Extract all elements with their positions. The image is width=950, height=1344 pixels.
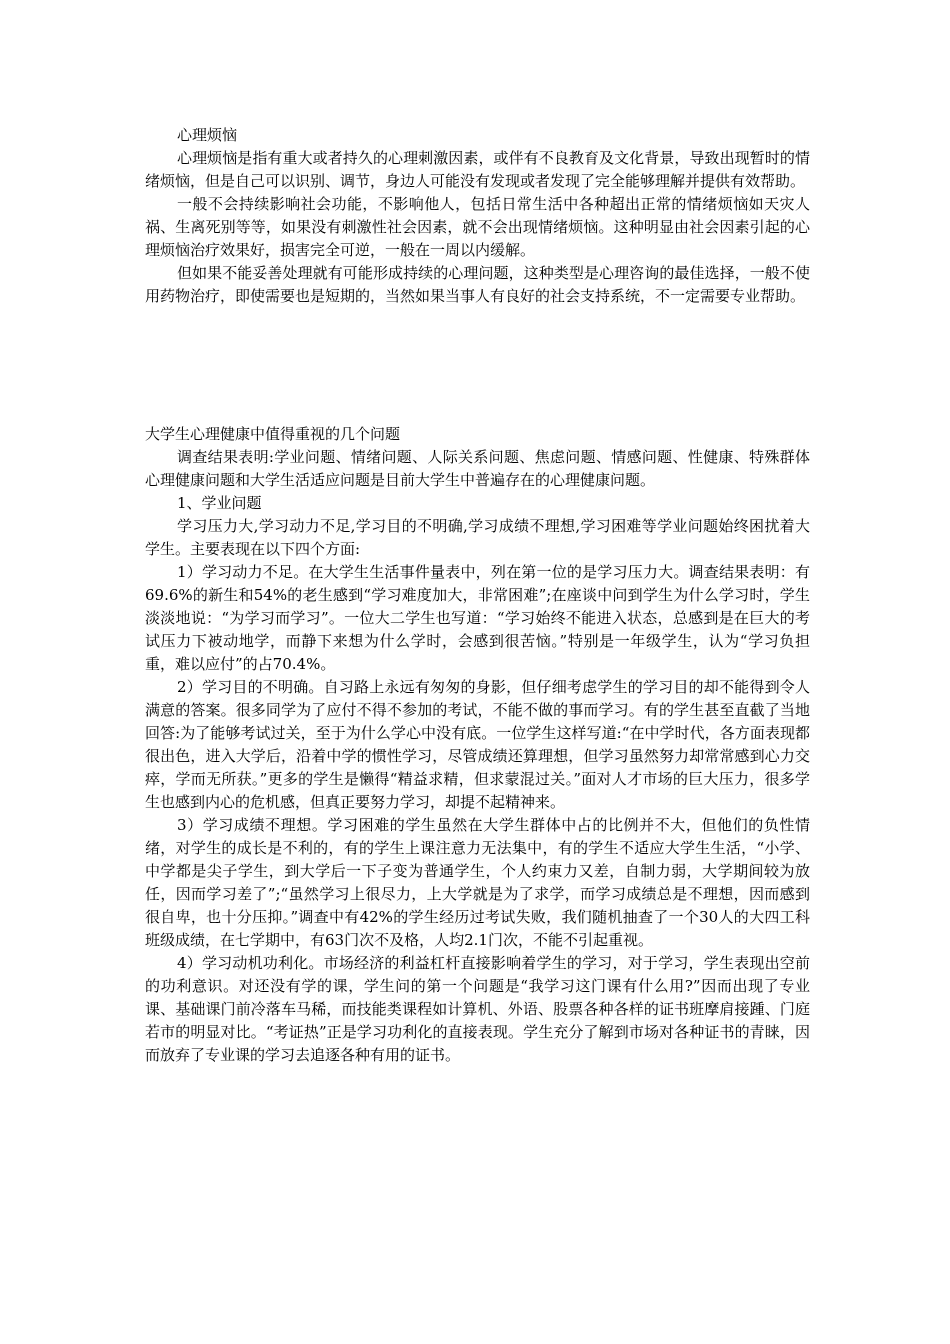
paragraph: 但如果不能妥善处理就有可能形成持续的心理问题，这种类型是心理咨询的最佳选择，一般不使用药物治疗，即使需要也是短期的，当然如果当事人有良好的社会支持系统，不一定需要专业帮助。	[145, 264, 810, 305]
paragraph: 心理烦恼是指有重大或者持久的心理刺激因素，或伴有不良教育及文化背景，导致出现暂时的情绪烦恼，但是自己可以识别、调节，身边人可能没有发现或者发现了完全能够理解并提供有效帮助。	[145, 149, 810, 190]
intro-paragraph: 调查结果表明:学业问题、情绪问题、人际关系问题、焦虑问题、情感问题、性健康、特殊群体心理健康问题和大学生活适应问题是目前大学生中普遍存在的心理健康问题。	[145, 448, 810, 489]
paragraph: 学习压力大,学习动力不足,学习目的不明确,学习成绩不理想,学习困难等学业问题始终困扰着大学生。主要表现在以下四个方面:	[145, 517, 810, 558]
paragraph: 一般不会持续影响社会功能，不影响他人，包括日常生活中各种超出正常的情绪烦恼如天灾人祸、生离死别等等，如果没有刺激性社会因素，就不会出现情绪烦恼。这种明显由社会因素引起的心理烦恼治疗效果好，损害完全可逆，一般在一周以内缓解。	[145, 195, 810, 259]
paragraph: 2）学习目的不明确。自习路上永远有匆匆的身影，但仔细考虑学生的学习目的却不能得到令人满意的答案。很多同学为了应付不得不参加的考试，不能不做的事而学习。有的学生甚至直截了当地回答:为了能够考试过关，至于为什么学心中没有底。一位学生这样写道:“在中学时代，各方面表现都很出色，进入大学后，沿着中学的惯性学习，尽管成绩还算理想，但学习虽然努力却常常感到心力交瘁，学而无所获。”更多的学生是懒得“精益求精，但求蒙混过关。”面对人才市场的巨大压力，很多学生也感到内心的危机感，但真正要努力学习，却提不起精神来。	[145, 678, 810, 811]
section-psychological-distress	[145, 124, 810, 308]
section-college-mental-health	[145, 423, 810, 1067]
section-title: 大学生心理健康中值得重视的几个问题	[145, 425, 401, 443]
section-title: 心理烦恼	[177, 126, 238, 144]
paragraph: 1）学习动力不足。在大学生生活事件量表中，列在第一位的是学习压力大。调查结果表明：有69.6%的新生和54%的老生感到“学习难度加大，非常困难”;在座谈中问到学生为什么学习时，学生淡淡地说：“为学习而学习”。一位大二学生也写道：“学习始终不能进入状态，总感到是在巨大的考试压力下被动地学，而静下来想为什么学时，会感到很苦恼。”特别是一年级学生，认为“学习负担重，难以应付”的占70.4%。	[145, 563, 810, 673]
paragraph: 4）学习动机功利化。市场经济的利益杠杆直接影响着学生的学习，对于学习，学生表现出空前的功利意识。对还没有学的课，学生问的第一个问题是“我学习这门课有什么用?”因而出现了专业课、基础课门前冷落车马稀，而技能类课程如计算机、外语、股票各种各样的证书班摩肩接踵、门庭若市的明显对比。“考证热”正是学习功利化的直接表现。学生充分了解到市场对各种证书的青睐，因而放弃了专业课的学习去追逐各种有用的证书。	[145, 954, 810, 1064]
document-page	[145, 124, 810, 1067]
paragraph: 3）学习成绩不理想。学习困难的学生虽然在大学生群体中占的比例并不大，但他们的负性情绪，对学生的成长是不利的，有的学生上课注意力无法集中，有的学生不适应大学生生活，“小学、中学都是尖子学生，到大学后一下子变为普通学生，个人约束力又差，自制力弱，大学期间较为放任，因而学习差了”;“虽然学习上很尽力，上大学就是为了求学，而学习成绩总是不理想，因而感到很自卑，也十分压抑。”调查中有42%的学生经历过考试失败，我们随机抽查了一个30人的大四工科班级成绩，在七学期中，有63门次不及格，人均2.1门次，不能不引起重视。	[145, 816, 810, 949]
section-spacer	[145, 308, 810, 423]
subheading: 1、学业问题	[177, 494, 262, 512]
